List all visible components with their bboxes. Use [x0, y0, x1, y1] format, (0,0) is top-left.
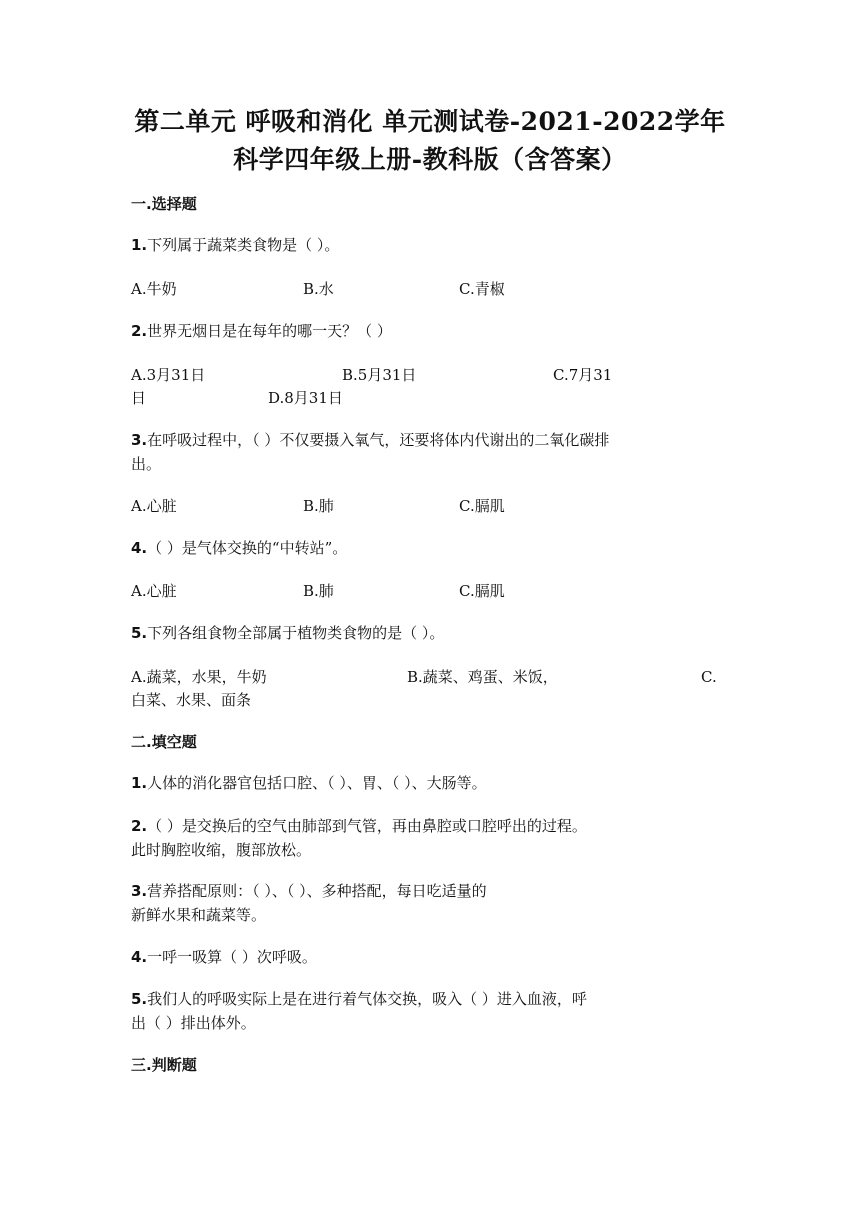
choice-question-4	[131, 536, 731, 560]
question-text-line-1: 我们人的呼吸实际上是在进行着气体交换，吸入（ ）进入血液，呼	[147, 990, 587, 1008]
fill-question-3	[131, 879, 731, 927]
question-number: 1.	[131, 236, 148, 254]
question-stem: 下列各组食物全部属于植物类食物的是（ ）。	[147, 624, 445, 642]
section-heading-fill: 二.填空题	[131, 733, 197, 751]
question-text: 人体的消化器官包括口腔、（ ）、胃、（ ）、大肠等。	[147, 774, 487, 792]
choice-2-option-c: C.7月31	[553, 366, 613, 384]
fill-question-4	[131, 945, 731, 969]
fill-question-5	[131, 987, 731, 1035]
question-number: 1.	[131, 774, 148, 792]
choice-question-3	[131, 428, 731, 476]
choice-question-1	[131, 233, 731, 257]
choice-4-option-b: B.肺	[303, 582, 334, 600]
choice-3-option-a: A.心脏	[131, 497, 177, 515]
choice-2-option-a: A.3月31日	[131, 366, 206, 384]
question-stem: （ ）是气体交换的“中转站”。	[147, 539, 348, 557]
fill-question-2	[131, 814, 731, 862]
choice-question-2	[131, 319, 731, 343]
question-text-line-2: 新鲜水果和蔬菜等。	[131, 906, 267, 924]
question-stem-line-1: 在呼吸过程中，（ ）不仅要摄入氧气，还要将体内代谢出的二氧化碳排	[147, 431, 610, 449]
question-text: 一呼一吸算（ ）次呼吸。	[147, 948, 317, 966]
choice-question-5	[131, 621, 731, 645]
question-number: 3.	[131, 431, 148, 449]
choice-2-option-c-continued: 日	[131, 389, 147, 407]
question-stem: 世界无烟日是在每年的哪一天？（ ）	[147, 322, 392, 340]
choice-1-option-a: A.牛奶	[131, 280, 177, 298]
choice-5-option-b: B.蔬菜、鸡蛋、米饭，	[407, 668, 558, 686]
question-number: 3.	[131, 882, 148, 900]
choice-5-option-a: A.蔬菜，水果，牛奶	[131, 668, 267, 686]
choice-2-option-d: D.8月31日	[268, 389, 343, 407]
question-number: 2.	[131, 322, 148, 340]
question-text-line-1: （ ）是交换后的空气由肺部到气管，再由鼻腔或口腔呼出的过程。	[147, 817, 587, 835]
choice-1-option-b: B.水	[303, 280, 334, 298]
choice-2-option-b: B.5月31日	[342, 366, 417, 384]
question-stem-line-2: 出。	[131, 455, 162, 473]
choice-1-option-c: C.青椒	[459, 280, 505, 298]
question-number: 5.	[131, 990, 148, 1008]
question-number: 4.	[131, 948, 148, 966]
section-heading-judge: 三.判断题	[131, 1056, 197, 1074]
question-number: 5.	[131, 624, 148, 642]
choice-5-option-c: C.	[701, 668, 717, 686]
question-text-line-2: 此时胸腔收缩，腹部放松。	[131, 841, 312, 859]
question-number: 4.	[131, 539, 148, 557]
document-title-line-2: 科学四年级上册-教科版（含答案）	[233, 145, 627, 174]
section-heading-choice: 一.选择题	[131, 195, 197, 213]
question-number: 2.	[131, 817, 148, 835]
choice-4-option-a: A.心脏	[131, 582, 177, 600]
choice-4-option-c: C.膈肌	[459, 582, 505, 600]
question-text-line-2: 出（ ）排出体外。	[131, 1014, 256, 1032]
document-title-line-1: 第二单元 呼吸和消化 单元测试卷-2021-2022学年	[134, 107, 726, 136]
choice-5-option-c-continued: 白菜、水果、面条	[131, 691, 252, 709]
fill-question-1	[131, 771, 731, 795]
question-text-line-1: 营养搭配原则：（ ）、（ ）、多种搭配，每日吃适量的	[147, 882, 487, 900]
choice-3-option-b: B.肺	[303, 497, 334, 515]
question-stem: 下列属于蔬菜类食物是（ ）。	[147, 236, 340, 254]
choice-3-option-c: C.膈肌	[459, 497, 505, 515]
